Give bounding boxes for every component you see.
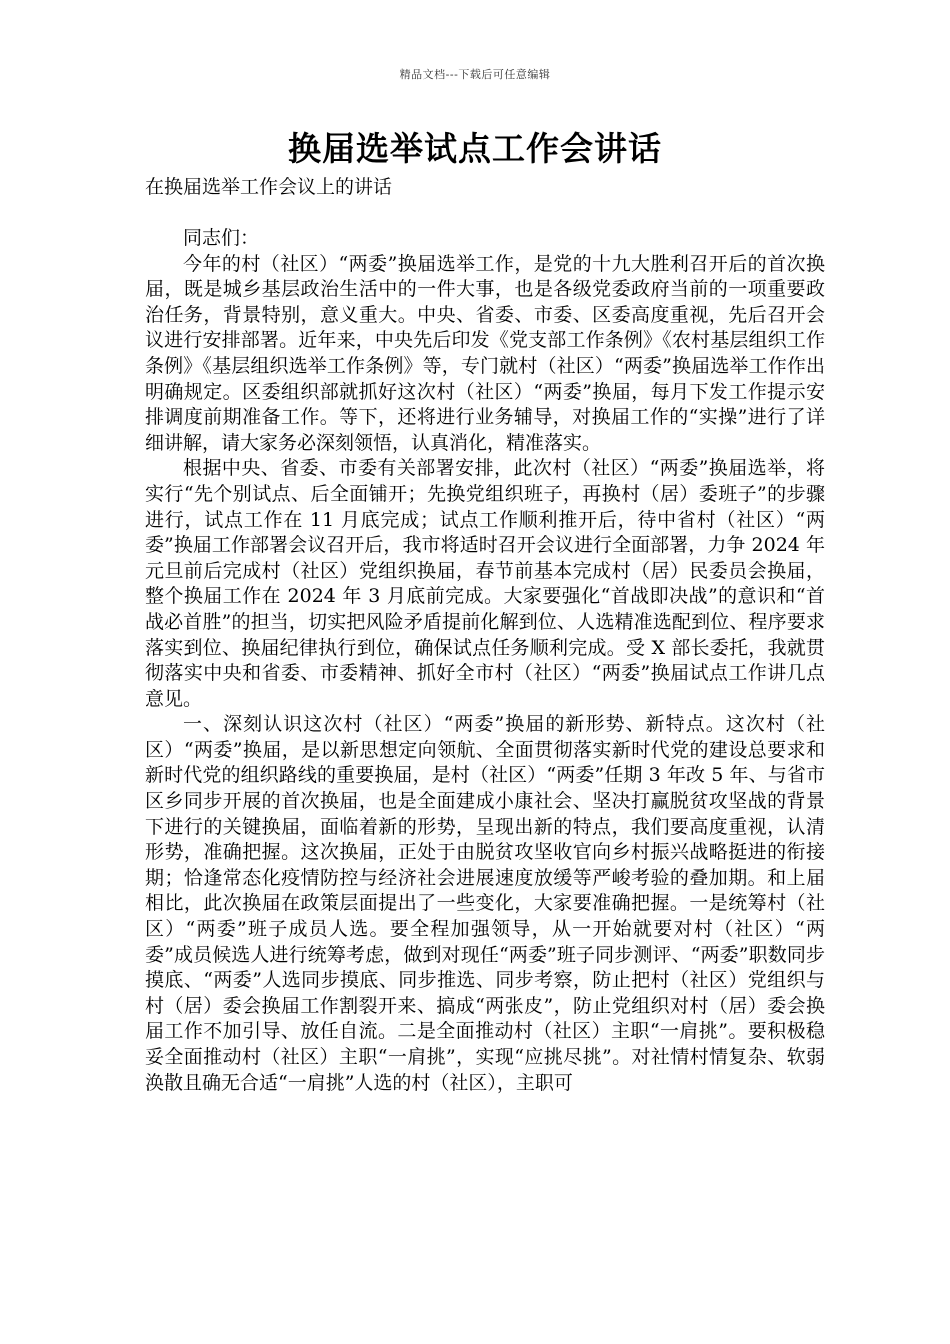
document-subtitle: 在换届选举工作会议上的讲话 — [145, 176, 393, 198]
body-paragraph: 一、深刻认识这次村（社区）“两委”换届的新形势、新特点。这次村（社区）“两委”换届，是以新思想定向领航、全面贯彻落实新时代党的建设总要求和新时代党的组织路线的重要换届，是村（社区）“两委”任期 3 年改 5 年、与省市区乡同步开展的首次换届，也是全面建成小康社会、坚决打赢脱贫攻坚战的背景下进行的关键换届，面临着新的形势，呈现出新的特点，我们要高度重视，认清形势，准确把握。这次换届，正处于由脱贫攻坚收官向乡村振兴战略挺进的衔接期；恰逢常态化疫情防控与经济社会进展速度放缓等严峻考验的叠加期。和上届相比，此次换届在政策层面提出了一些变化，大家要准确把握。一是统筹村（社区）“两委”班子成员人选。要全程加强领导，从一开始就要对村（社区）“两委”成员候选人进行统筹考虑，做到对现任“两委”班子同步测评、“两委”职数同步摸底、“两委”人选同步摸底、同步推选、同步考察，防止把村（社区）党组织与村（居）委会换届工作割裂开来、搞成“两张皮”，防止党组织对村（居）委会换届工作不加引导、放任自流。二是全面推动村（社区）主职“一肩挑”。要积极稳妥全面推动村（社区）主职“一肩挑”，实现“应挑尽挑”。对社情村情复杂、软弱涣散且确无合适“一肩挑”人选的村（社区），主职可 — [145, 713, 825, 1094]
body-paragraph: 根据中央、省委、市委有关部署安排，此次村（社区）“两委”换届选举，将实行“先个别试点、后全面铺开；先换党组织班子，再换村（居）委班子”的步骤进行，试点工作在 11 月底完成；试点工作顺利推开后，待中省村（社区）“两委”换届工作部署会议召开后，我市将适时召开会议进行全面部署，力争 2024 年元旦前后完成村（社区）党组织换届，春节前基本完成村（居）民委员会换届，整个换届工作在 2024 年 3 月底前完成。大家要强化“首战即决战”的意识和“首战必首胜”的担当，切实把风险矛盾提前化解到位、人选精准选配到位、程序要求落实到位、换届纪律执行到位，确保试点任务顺利完成。受 X 部长委托，我就贯彻落实中央和省委、市委精神、抓好全市村（社区）“两委”换届试点工作讲几点意见。 — [145, 457, 825, 710]
document-body — [145, 226, 825, 1096]
header-note: 精品文档---下载后可任意编辑 — [399, 68, 551, 81]
body-paragraph: 今年的村（社区）“两委”换届选举工作，是党的十九大胜利召开后的首次换届，既是城乡基层政治生活中的一件大事，也是各级党委政府当前的一项重要政治任务，背景特别，意义重大。中央、省委、市委、区委高度重视，先后召开会议进行安排部署。近年来，中央先后印发《党支部工作条例》《农村基层组织工作条例》《基层组织选举工作条例》等，专门就村（社区）“两委”换届选举工作作出明确规定。区委组织部就抓好这次村（社区）“两委”换届，每月下发工作提示安排调度前期准备工作。等下，还将进行业务辅导，对换届工作的“实操”进行了详细讲解，请大家务必深刻领悟，认真消化，精准落实。 — [145, 252, 825, 454]
document-title: 换届选举试点工作会讲话 — [288, 129, 662, 168]
salutation: 同志们： — [183, 227, 260, 249]
